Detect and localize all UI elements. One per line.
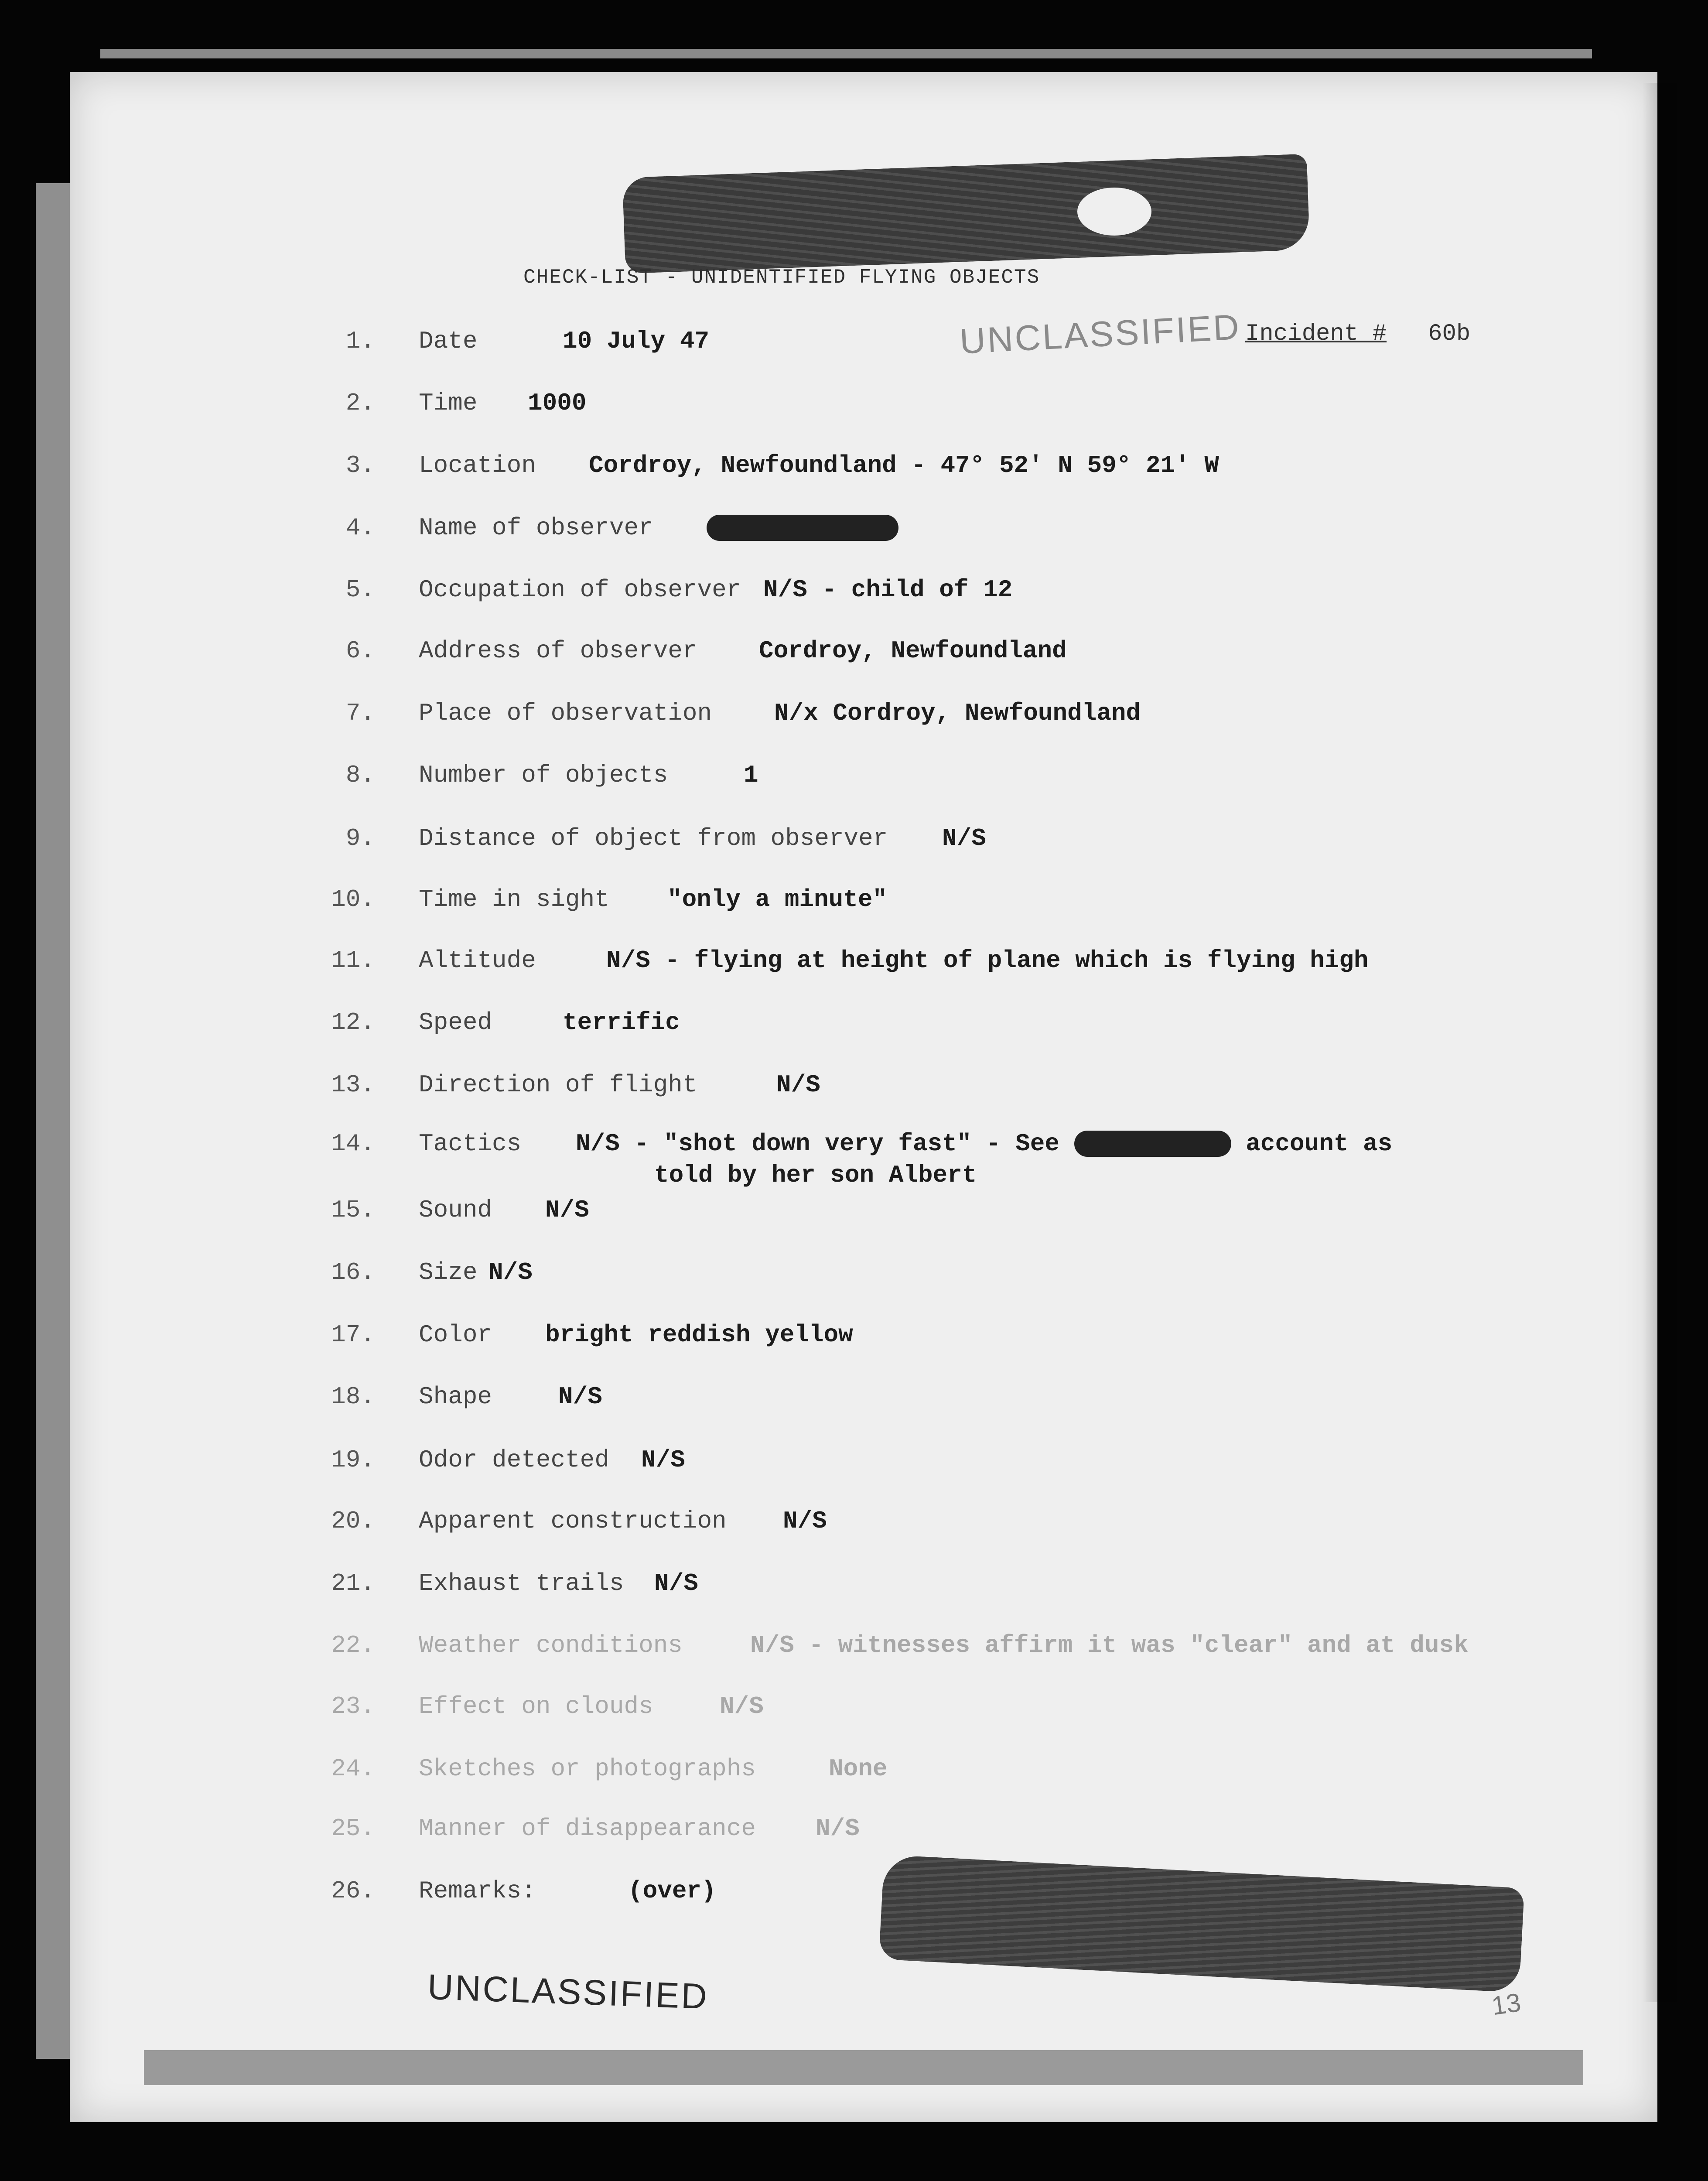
item-number: 4. xyxy=(345,514,375,542)
incident-label: Incident # xyxy=(1245,321,1387,347)
item-number: 22. xyxy=(331,1631,375,1659)
item-label: Location xyxy=(419,451,536,479)
incident-field xyxy=(1245,321,1470,347)
item-label: Size xyxy=(419,1258,478,1286)
item-number: 21. xyxy=(331,1569,375,1597)
item-value: N/S xyxy=(488,1258,533,1286)
item-value: N/S - child of 12 xyxy=(763,576,1013,604)
item-value-text-after: account as xyxy=(1246,1130,1393,1158)
item-number: 5. xyxy=(345,576,375,604)
item-value: N/S xyxy=(720,1692,764,1720)
item-value: None xyxy=(829,1755,888,1783)
unclassified-stamp-bottom: UNCLASSIFIED xyxy=(427,1967,710,2017)
item-label: Time in sight xyxy=(419,885,609,913)
item-label: Shape xyxy=(419,1383,492,1411)
item-number: 7. xyxy=(345,699,375,727)
item-number: 18. xyxy=(331,1383,375,1411)
item-label: Sketches or photographs xyxy=(419,1755,756,1783)
item-label: Date xyxy=(419,327,478,355)
document-title: CHECK-LIST - UNIDENTIFIED FLYING OBJECTS xyxy=(523,266,1040,289)
item-number: 12. xyxy=(331,1008,375,1036)
item-value: N/S - witnesses affirm it was "clear" and at dusk xyxy=(750,1631,1469,1659)
item-label: Altitude xyxy=(419,947,536,974)
item-number: 24. xyxy=(331,1755,375,1783)
redacted-observer-name xyxy=(707,515,898,541)
item-value: N/S xyxy=(558,1383,602,1411)
item-value: N/S xyxy=(783,1507,827,1535)
item-label: Number of objects xyxy=(419,761,668,789)
page-right-shadow xyxy=(1643,83,1677,2002)
item-number: 20. xyxy=(331,1507,375,1535)
item-number: 9. xyxy=(345,824,375,852)
page-number: 13 xyxy=(1489,1987,1523,2021)
item-number: 26. xyxy=(331,1877,375,1905)
item-number: 11. xyxy=(331,947,375,974)
paper-blemish xyxy=(1077,188,1151,236)
item-value: N/S xyxy=(545,1196,589,1224)
item-label: Distance of object from observer xyxy=(419,824,888,852)
item-value xyxy=(707,514,898,542)
item-value: N/S xyxy=(641,1446,685,1474)
item-number: 3. xyxy=(345,451,375,479)
item-value-continued: told by her son Albert xyxy=(654,1161,977,1189)
item-label: Remarks: xyxy=(419,1877,536,1905)
item-label: Effect on clouds xyxy=(419,1692,653,1720)
item-number: 19. xyxy=(331,1446,375,1474)
item-number: 23. xyxy=(331,1692,375,1720)
item-label: Time xyxy=(419,389,478,417)
item-value: terrific xyxy=(563,1008,680,1036)
item-number: 16. xyxy=(331,1258,375,1286)
item-label: Apparent construction xyxy=(419,1507,727,1535)
item-label: Address of observer xyxy=(419,637,697,665)
item-value xyxy=(576,1130,1392,1158)
item-value: N/S xyxy=(654,1569,698,1597)
item-value-text: N/S - "shot down very fast" - See xyxy=(576,1130,1059,1158)
item-label: Weather conditions xyxy=(419,1631,683,1659)
item-number: 17. xyxy=(331,1321,375,1349)
item-label: Name of observer xyxy=(419,514,653,542)
item-number: 1. xyxy=(345,327,375,355)
item-label: Sound xyxy=(419,1196,492,1224)
item-value: N/S xyxy=(776,1071,820,1099)
item-label: Exhaust trails xyxy=(419,1569,624,1597)
item-label: Tactics xyxy=(419,1130,522,1158)
item-value: 10 July 47 xyxy=(563,327,710,355)
item-number: 25. xyxy=(331,1815,375,1843)
item-value: Cordroy, Newfoundland xyxy=(759,637,1067,665)
item-value: bright reddish yellow xyxy=(545,1321,853,1349)
scan-bottom-strip xyxy=(144,2050,1583,2085)
item-label: Manner of disappearance xyxy=(419,1815,756,1843)
item-label: Place of observation xyxy=(419,699,712,727)
item-value: 1000 xyxy=(528,389,587,417)
item-number: 6. xyxy=(345,637,375,665)
item-value: N/S xyxy=(816,1815,860,1843)
item-value: N/x Cordroy, Newfoundland xyxy=(774,699,1141,727)
item-label: Occupation of observer xyxy=(419,576,741,604)
item-number: 10. xyxy=(331,885,375,913)
unclassified-stamp-top: UNCLASSIFIED xyxy=(959,307,1242,362)
redacted-name xyxy=(1074,1131,1231,1157)
item-label: Speed xyxy=(419,1008,492,1036)
item-value: N/S xyxy=(942,824,986,852)
item-value: "only a minute" xyxy=(667,885,888,913)
item-number: 13. xyxy=(331,1071,375,1099)
item-label: Odor detected xyxy=(419,1446,609,1474)
scan-left-strip xyxy=(36,183,70,2059)
page-top-edge xyxy=(100,49,1592,58)
item-number: 15. xyxy=(331,1196,375,1224)
item-label: Direction of flight xyxy=(419,1071,697,1099)
item-value: N/S - flying at height of plane which is flying high xyxy=(606,947,1369,974)
item-label: Color xyxy=(419,1321,492,1349)
item-number: 14. xyxy=(331,1130,375,1158)
item-number: 2. xyxy=(345,389,375,417)
incident-number: 60b xyxy=(1428,321,1471,347)
item-value: Cordroy, Newfoundland - 47° 52' N 59° 21' W xyxy=(589,451,1220,479)
item-number: 8. xyxy=(345,761,375,789)
item-value: (over) xyxy=(628,1877,716,1905)
item-value: 1 xyxy=(744,761,758,789)
